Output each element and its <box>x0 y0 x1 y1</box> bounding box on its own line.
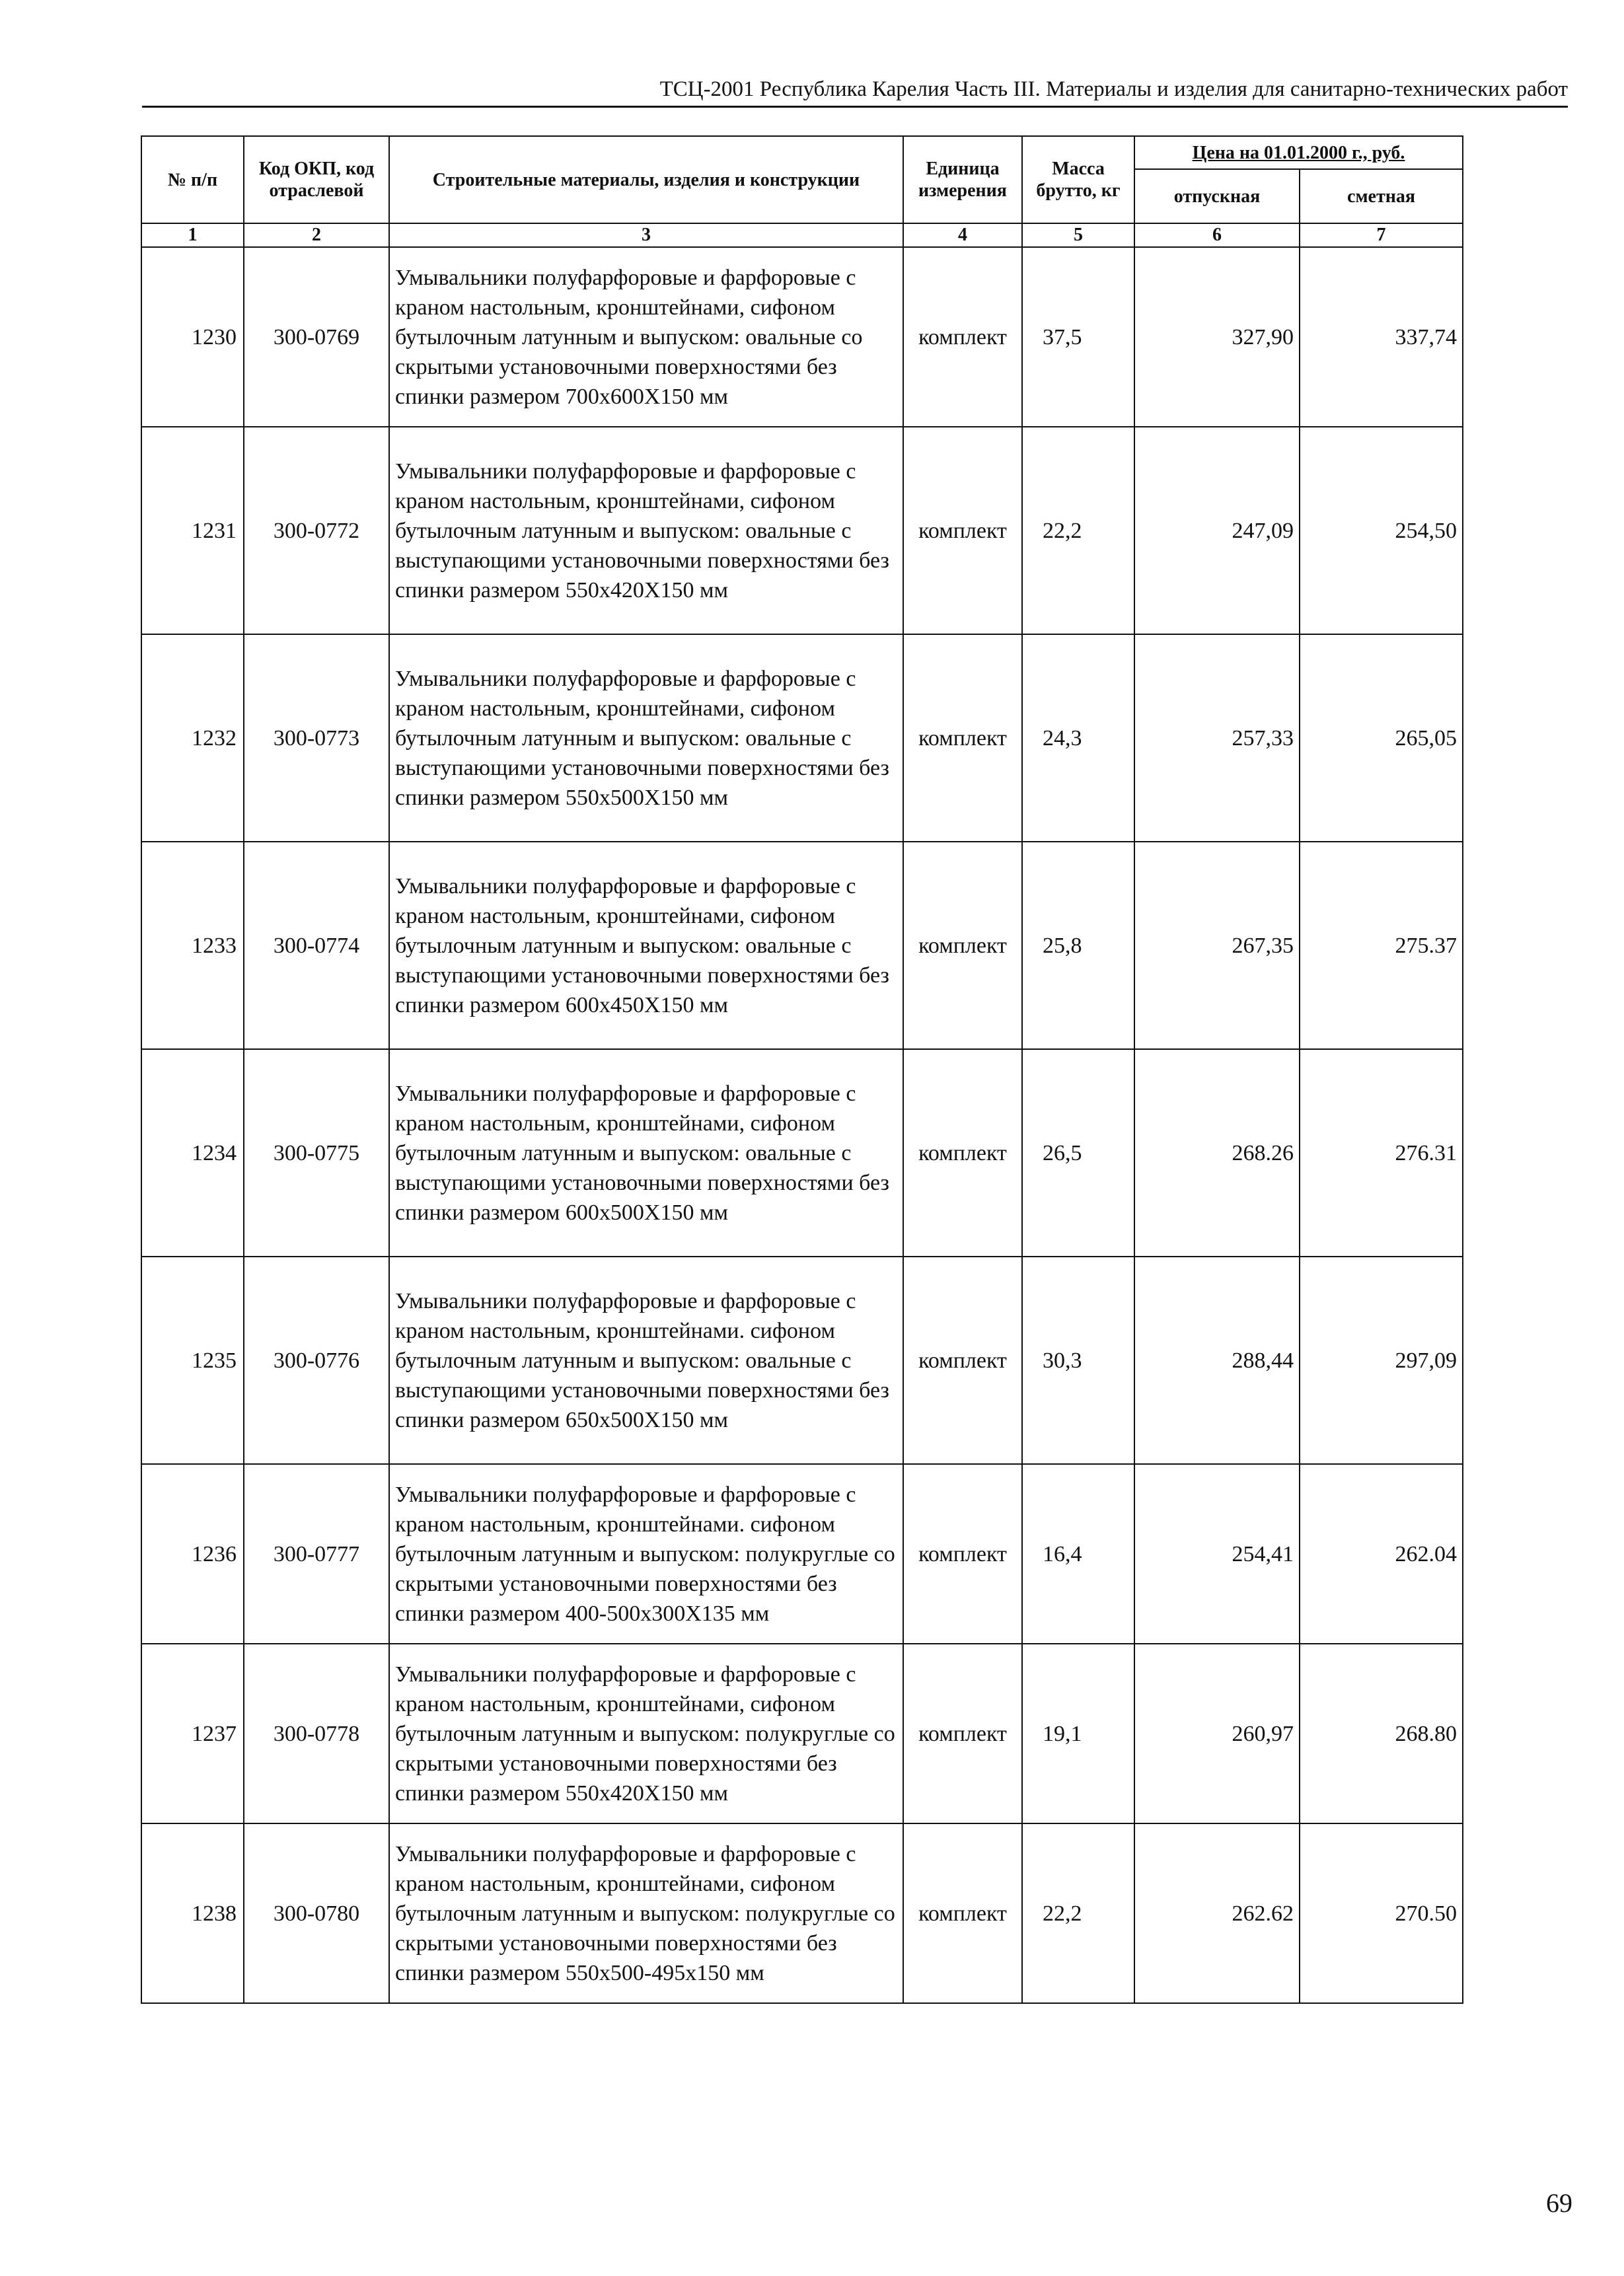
row-price-estimate: 337,74 <box>1300 247 1463 427</box>
header-unit: Единица измерения <box>903 136 1022 223</box>
row-description: Умывальники полуфарфоровые и фарфоровые с краном настольным, кронштейнами, сифоном бутылочным латунным и выпуском: овальные с выступающими установочными поверхностями без спинки размером 550x420X150 мм <box>389 427 903 634</box>
row-description: Умывальники полуфарфоровые и фарфоровые с краном настольным, кронштейнами. сифоном бутылочным латунным и выпуском: овальные с выступающими установочными поверхностями без спинки размером 650x500X150 мм <box>389 1257 903 1464</box>
row-unit: комплект <box>903 1644 1022 1823</box>
row-mass: 22,2 <box>1022 427 1134 634</box>
row-unit: комплект <box>903 1464 1022 1644</box>
table-row <box>141 634 1463 842</box>
table-row <box>141 1464 1463 1644</box>
column-number: 5 <box>1022 223 1134 247</box>
row-price-release: 262.62 <box>1134 1823 1300 2003</box>
row-number: 1237 <box>141 1644 244 1823</box>
row-code: 300-0775 <box>244 1049 389 1257</box>
row-price-estimate: 276.31 <box>1300 1049 1463 1257</box>
table-row <box>141 247 1463 427</box>
row-description: Умывальники полуфарфоровые и фарфоровые с краном настольным, кронштейнами, сифоном бутылочным латунным и выпуском: овальные с выступающими установочными поверхностями без спинки размером 550x500X150 мм <box>389 634 903 842</box>
table-row <box>141 842 1463 1049</box>
row-price-estimate: 262.04 <box>1300 1464 1463 1644</box>
row-mass: 37,5 <box>1022 247 1134 427</box>
row-unit: комплект <box>903 1823 1022 2003</box>
row-code: 300-0769 <box>244 247 389 427</box>
row-mass: 30,3 <box>1022 1257 1134 1464</box>
row-price-estimate: 270.50 <box>1300 1823 1463 2003</box>
row-unit: комплект <box>903 427 1022 634</box>
row-price-release: 260,97 <box>1134 1644 1300 1823</box>
row-unit: комплект <box>903 634 1022 842</box>
row-price-release: 257,33 <box>1134 634 1300 842</box>
column-number: 1 <box>141 223 244 247</box>
materials-price-table <box>141 135 1463 2004</box>
row-code: 300-0777 <box>244 1464 389 1644</box>
row-price-release: 268.26 <box>1134 1049 1300 1257</box>
header-code: Код ОКП, код отраслевой <box>244 136 389 223</box>
row-number: 1231 <box>141 427 244 634</box>
column-number: 7 <box>1300 223 1463 247</box>
row-description: Умывальники полуфарфоровые и фарфоровые с краном настольным, кронштейнами, сифоном бутылочным латунным и выпуском: овальные с выступающими установочными поверхностями без спинки размером 600x450X150 мм <box>389 842 903 1049</box>
row-number: 1234 <box>141 1049 244 1257</box>
header-mass: Масса брутто, кг <box>1022 136 1134 223</box>
row-mass: 19,1 <box>1022 1644 1134 1823</box>
row-mass: 24,3 <box>1022 634 1134 842</box>
table-row <box>141 1049 1463 1257</box>
row-price-release: 247,09 <box>1134 427 1300 634</box>
row-price-release: 254,41 <box>1134 1464 1300 1644</box>
table-row <box>141 1823 1463 2003</box>
row-code: 300-0778 <box>244 1644 389 1823</box>
row-price-estimate: 297,09 <box>1300 1257 1463 1464</box>
row-mass: 22,2 <box>1022 1823 1134 2003</box>
row-code: 300-0780 <box>244 1823 389 2003</box>
row-description: Умывальники полуфарфоровые и фарфоровые с краном настольным, кронштейнами, сифоном бутылочным латунным и выпуском: полукруглые со скрытыми установочными поверхностями без спинки размером 550x420X150 мм <box>389 1644 903 1823</box>
row-price-estimate: 254,50 <box>1300 427 1463 634</box>
row-unit: комплект <box>903 1049 1022 1257</box>
row-number: 1238 <box>141 1823 244 2003</box>
row-mass: 25,8 <box>1022 842 1134 1049</box>
header-price-group: Цена на 01.01.2000 г., руб. <box>1134 136 1463 169</box>
row-description: Умывальники полуфарфоровые и фарфоровые с краном настольным, кронштейнами, сифоном бутылочным латунным и выпуском: полукруглые со скрытыми установочными поверхностями без спинки размером 550x500-495x150 мм <box>389 1823 903 2003</box>
row-mass: 16,4 <box>1022 1464 1134 1644</box>
row-price-release: 327,90 <box>1134 247 1300 427</box>
row-unit: комплект <box>903 1257 1022 1464</box>
page-number: 69 <box>1546 2188 1572 2218</box>
column-number-row <box>141 223 1463 247</box>
running-header-title: ТСЦ-2001 Республика Карелия Часть III. Материалы и изделия для санитарно-технических работ <box>659 77 1568 101</box>
row-description: Умывальники полуфарфоровые и фарфоровые с краном настольным, кронштейнами. сифоном бутылочным латунным и выпуском: полукруглые со скрытыми установочными поверхностями без спинки размером 400-500x300X135 мм <box>389 1464 903 1644</box>
row-code: 300-0772 <box>244 427 389 634</box>
row-price-release: 288,44 <box>1134 1257 1300 1464</box>
row-unit: комплект <box>903 842 1022 1049</box>
row-number: 1236 <box>141 1464 244 1644</box>
row-code: 300-0774 <box>244 842 389 1049</box>
column-number: 6 <box>1134 223 1300 247</box>
row-price-estimate: 265,05 <box>1300 634 1463 842</box>
header-rule <box>142 106 1568 108</box>
row-number: 1235 <box>141 1257 244 1464</box>
header-materials: Строительные материалы, изделия и конструкции <box>389 136 903 223</box>
header-price-estimate: сметная <box>1300 169 1463 223</box>
header-num: № п/п <box>141 136 244 223</box>
row-price-release: 267,35 <box>1134 842 1300 1049</box>
row-mass: 26,5 <box>1022 1049 1134 1257</box>
row-price-estimate: 268.80 <box>1300 1644 1463 1823</box>
table-row <box>141 1644 1463 1823</box>
row-code: 300-0776 <box>244 1257 389 1464</box>
column-number: 3 <box>389 223 903 247</box>
row-number: 1233 <box>141 842 244 1049</box>
row-number: 1230 <box>141 247 244 427</box>
table-row <box>141 427 1463 634</box>
row-description: Умывальники полуфарфоровые и фарфоровые с краном настольным, кронштейнами, сифоном бутылочным латунным и выпуском: овальные с выступающими установочными поверхностями без спинки размером 600x500X150 мм <box>389 1049 903 1257</box>
row-description: Умывальники полуфарфоровые и фарфоровые с краном настольным, кронштейнами, сифоном бутылочным латунным и выпуском: овальные со скрытыми установочными поверхностями без спинки размером 700x600X150 мм <box>389 247 903 427</box>
row-price-estimate: 275.37 <box>1300 842 1463 1049</box>
header-price-release: отпускная <box>1134 169 1300 223</box>
column-number: 2 <box>244 223 389 247</box>
table-header-row <box>141 136 1463 169</box>
row-number: 1232 <box>141 634 244 842</box>
column-number: 4 <box>903 223 1022 247</box>
row-unit: комплект <box>903 247 1022 427</box>
table-row <box>141 1257 1463 1464</box>
row-code: 300-0773 <box>244 634 389 842</box>
